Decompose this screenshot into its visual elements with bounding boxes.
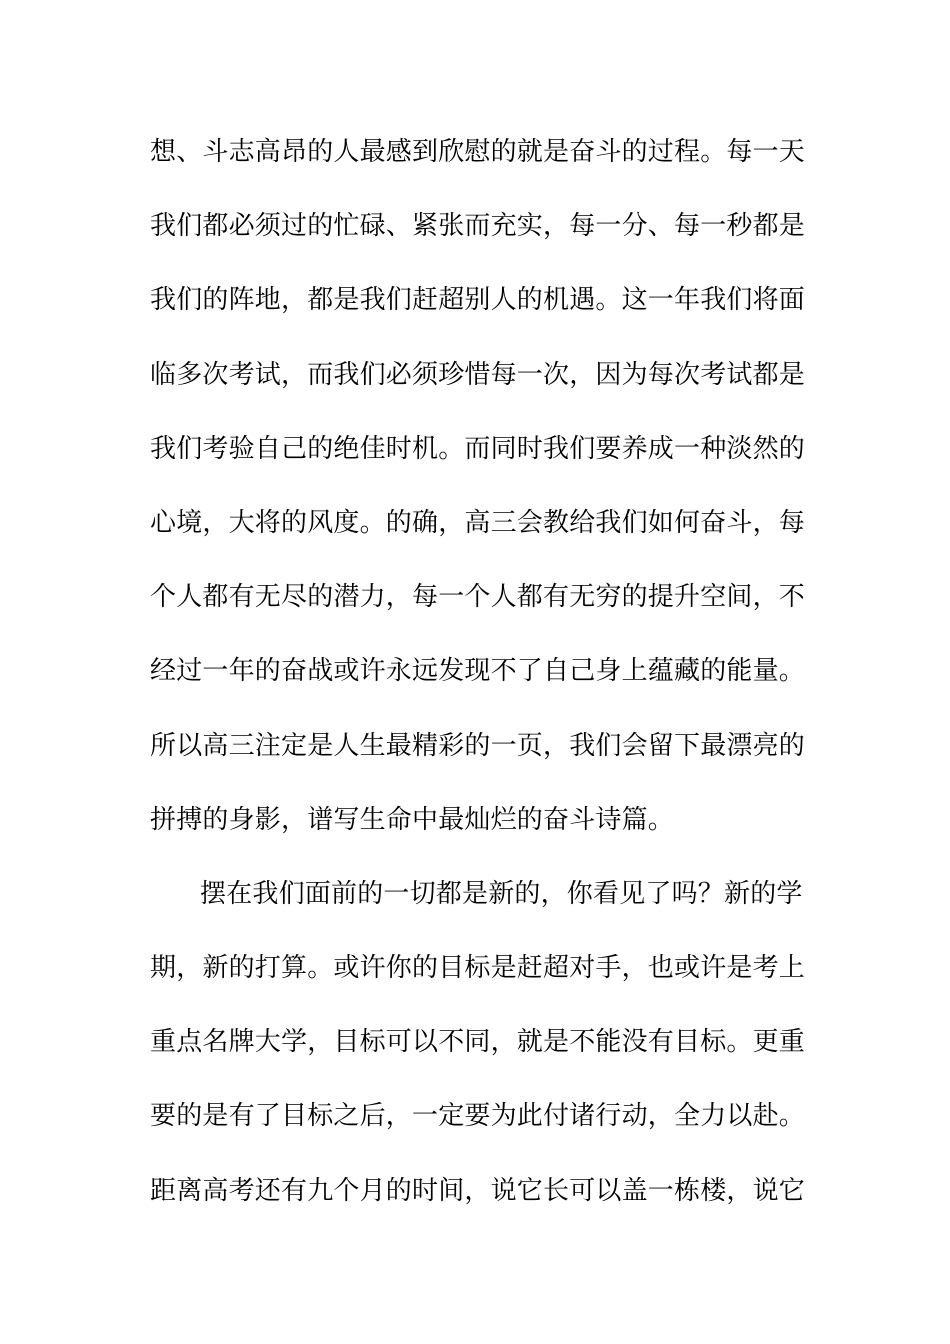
text-line: 我们考验自己的绝佳时机。而同时我们要养成一种淡然的 [150, 433, 806, 464]
text-line: 拼搏的身影，谱写生命中最灿烂的奋斗诗篇。 [150, 804, 675, 835]
text-line: 期，新的打算。或许你的目标是赶超对手，也或许是考上 [150, 953, 806, 984]
text-line: 想、斗志高昂的人最感到欣慰的就是奋斗的过程。每一天 [150, 137, 806, 167]
text-line: 心境，大将的风度。的确，高三会教给我们如何奋斗，每 [150, 507, 806, 538]
text-line: 我们都必须过的忙碌、紧张而充实，每一分、每一秒都是 [150, 211, 806, 242]
paragraph-first-line: 摆在我们面前的一切都是新的，你看见了吗？新的学 [200, 878, 803, 909]
text-line: 要的是有了目标之后，一定要为此付诸行动，全力以赴。 [150, 1101, 806, 1132]
text-line: 重点名牌大学，目标可以不同，就是不能没有目标。更重 [150, 1027, 806, 1058]
text-line: 我们的阵地，都是我们赶超别人的机遇。这一年我们将面 [150, 285, 806, 316]
document-body [150, 126, 806, 1239]
text-line: 临多次考试，而我们必须珍惜每一次，因为每次考试都是 [150, 359, 806, 390]
text-line: 个人都有无尽的潜力，每一个人都有无穷的提升空间，不 [150, 582, 806, 613]
text-line: 距离高考还有九个月的时间，说它长可以盖一栋楼，说它 [150, 1175, 806, 1206]
text-line: 所以高三注定是人生最精彩的一页，我们会留下最漂亮的 [150, 730, 806, 761]
text-line: 经过一年的奋战或许永远发现不了自己身上蕴藏的能量。 [150, 656, 806, 687]
